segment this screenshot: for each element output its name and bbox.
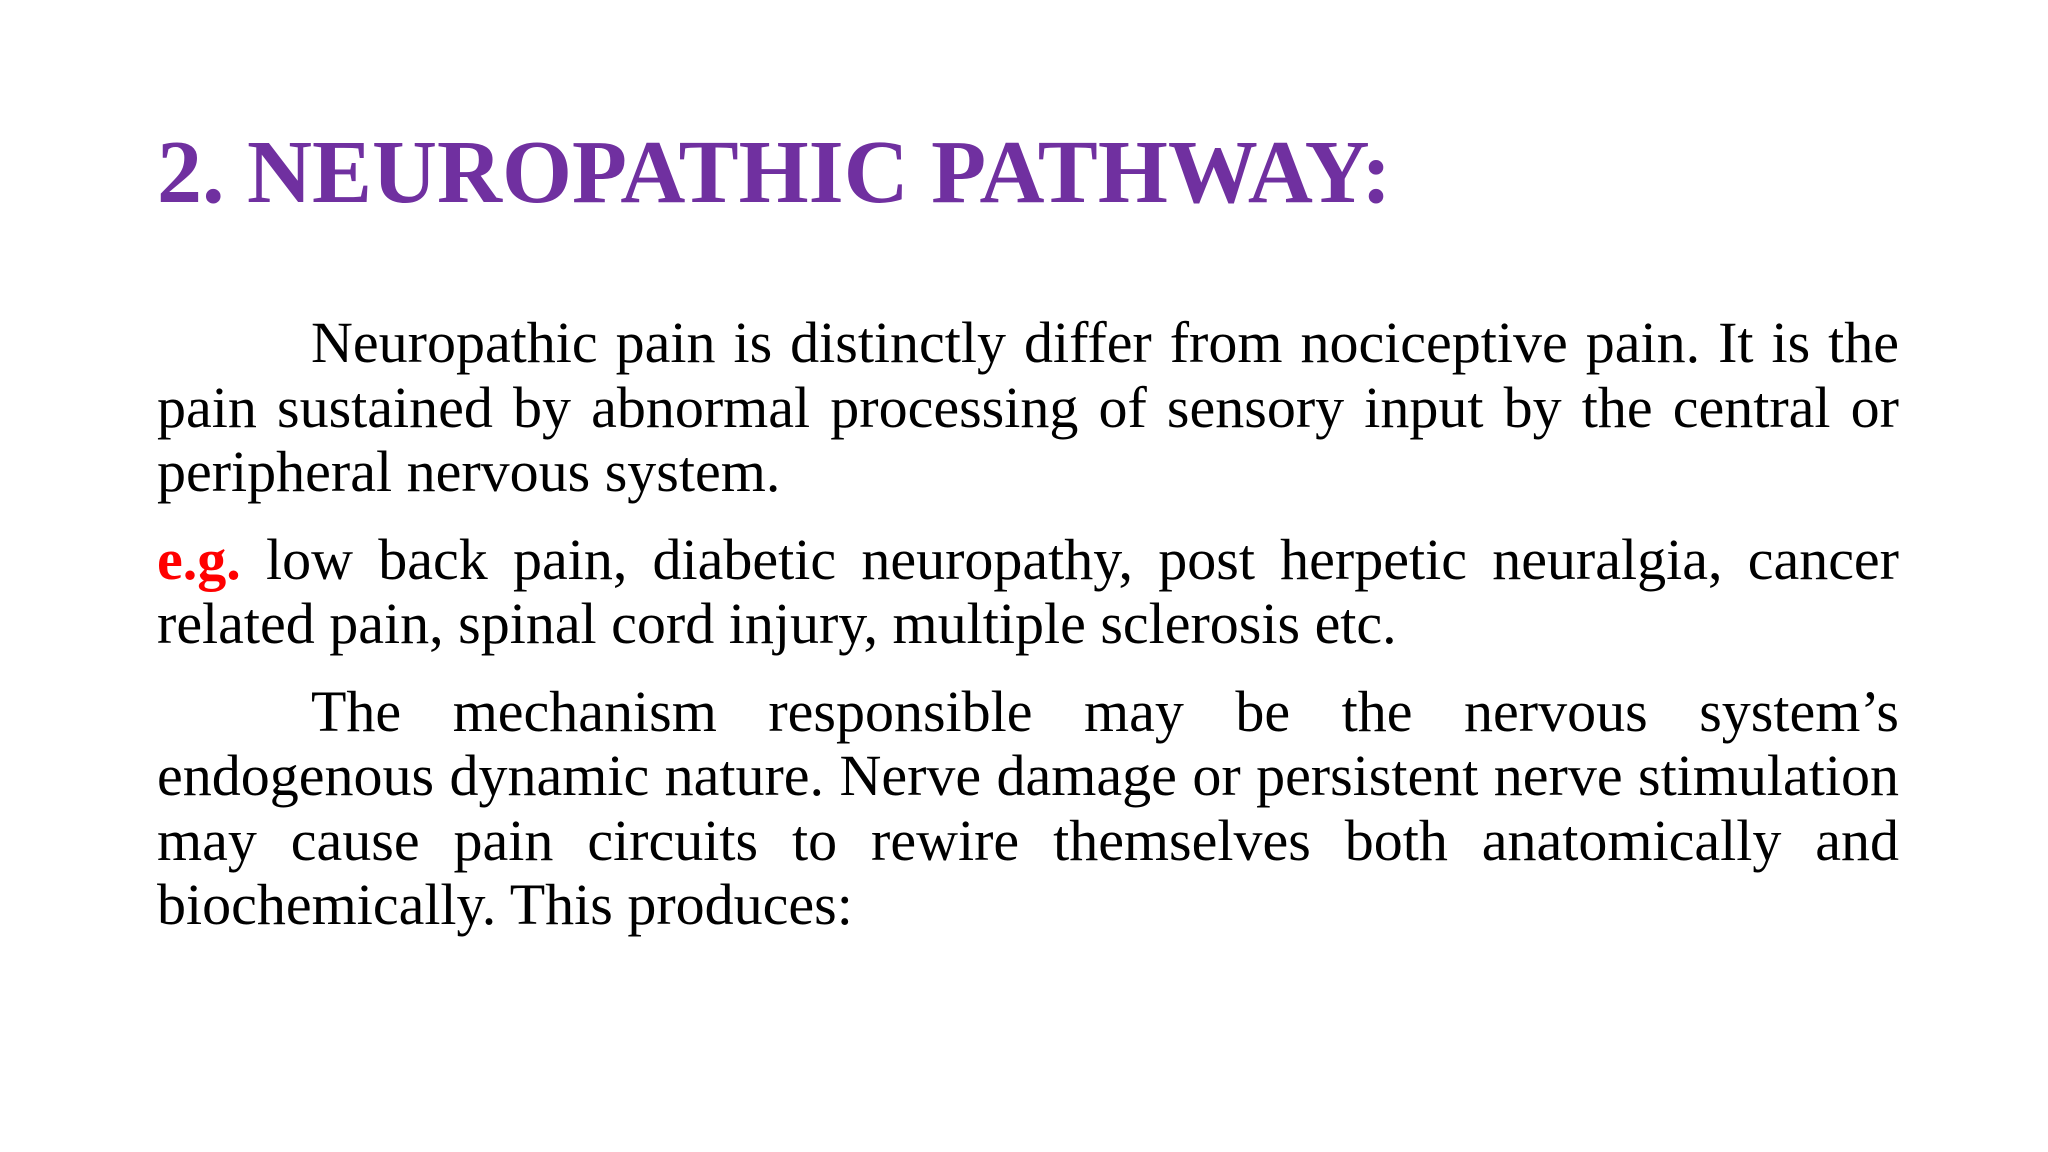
examples-paragraph	[157, 528, 1899, 657]
slide-title: 2. NEUROPATHIC PATHWAY:	[157, 123, 1392, 222]
mechanism-paragraph: The mechanism responsible may be the nervous system’s endogenous dynamic nature. Nerve damage or persistent nerve stimulation may cause pain circuits to rewire themselves both anatomically and biochemically. This produces:	[157, 678, 1899, 937]
definition-paragraph: Neuropathic pain is distinctly differ from nociceptive pain. It is the pain sustained by abnormal processing of sensory input by the central or peripheral nervous system.	[157, 310, 1899, 504]
example-text: low back pain, diabetic neuropathy, post herpetic neuralgia, cancer related pain, spinal cord injury, multiple sclerosis etc.	[157, 526, 1899, 656]
slide-body	[157, 311, 1899, 938]
example-label: e.g.	[157, 526, 241, 592]
